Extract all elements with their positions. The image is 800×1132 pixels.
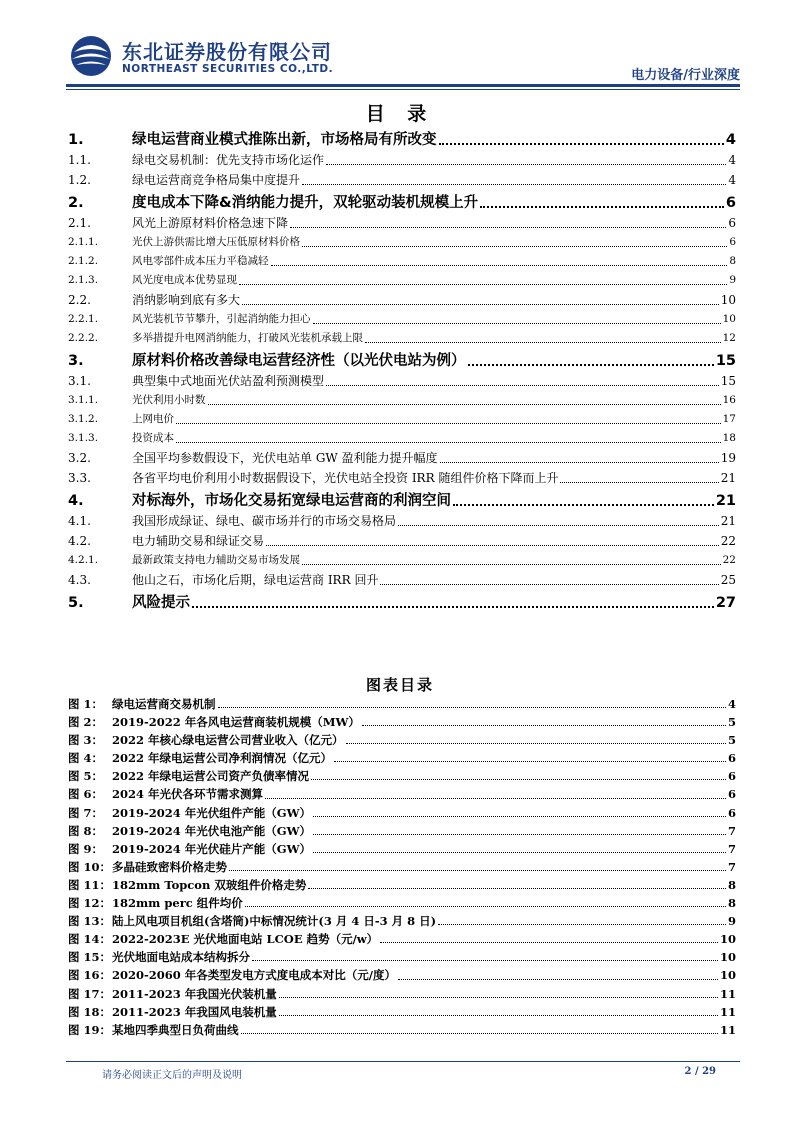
toc-leader-dots — [468, 363, 714, 366]
figure-text: 多晶硅致密料价格走势 — [112, 859, 227, 874]
figure-leader-dots — [313, 851, 726, 853]
figure-page-number: 10 — [719, 968, 736, 983]
figure-leader-dots — [398, 978, 718, 980]
toc-text: 我国形成绿证、绿电、碳市场并行的市场交易格局 — [132, 514, 397, 528]
toc-leader-dots — [302, 245, 727, 247]
toc-page-number: 16 — [722, 394, 736, 406]
figure-page-number: 8 — [727, 896, 736, 911]
toc-page-number: 4 — [728, 173, 736, 187]
figure-entry[interactable] — [68, 732, 736, 750]
toc-entry[interactable] — [68, 128, 736, 151]
toc-page-number: 15 — [715, 353, 736, 369]
toc-entry[interactable] — [68, 532, 736, 552]
figure-page-number: 6 — [727, 751, 736, 766]
figure-page-number: 11 — [719, 1022, 736, 1037]
toc-leader-dots — [480, 205, 724, 208]
figure-leader-dots — [313, 833, 726, 835]
toc-entry[interactable] — [68, 512, 736, 532]
company-logo-icon — [66, 34, 116, 78]
figure-number: 图 10： — [68, 859, 112, 874]
figure-leader-dots — [279, 996, 718, 998]
toc-entry[interactable] — [68, 552, 736, 571]
toc-page-number: 27 — [715, 595, 736, 611]
figure-number: 图 2： — [68, 715, 104, 730]
toc-text: 各省平均电价利用小时数据假设下，光伏电站全投资 IRR 随组件价格下降而上升 — [132, 471, 559, 485]
figure-entry[interactable] — [68, 986, 736, 1004]
toc-leader-dots — [365, 341, 721, 343]
figure-leader-dots — [362, 724, 726, 726]
toc-leader-dots — [326, 384, 719, 386]
toc-page-number: 6 — [725, 195, 736, 211]
toc-text: 电力辅助交易和绿证交易 — [132, 534, 265, 548]
figure-number: 图 7： — [68, 805, 104, 820]
figure-number: 图 1： — [68, 697, 104, 711]
toc-entry[interactable] — [68, 349, 736, 372]
figure-page-number: 9 — [727, 914, 736, 929]
toc-text: 风光度电成本优势显现 — [132, 274, 237, 286]
toc-page-number: 22 — [722, 554, 736, 566]
figure-entry[interactable] — [68, 1022, 736, 1040]
toc-entry[interactable] — [68, 171, 736, 191]
toc-leader-dots — [380, 583, 718, 585]
figure-text: 2020-2060 年各类型发电方式度电成本对比（元/度） — [112, 968, 396, 983]
figure-entry[interactable] — [68, 714, 736, 732]
toc-number: 3.1.3. — [68, 432, 99, 444]
toc-number: 2. — [68, 195, 84, 211]
figure-entry[interactable] — [68, 877, 736, 895]
figure-leader-dots — [380, 941, 718, 943]
toc-number: 4. — [68, 493, 84, 509]
figure-text: 2019-2024 年光伏组件产能（GW） — [112, 805, 312, 820]
figure-entry[interactable] — [68, 786, 736, 804]
figure-leader-dots — [308, 887, 726, 889]
figure-text: 光伏地面电站成本结构拆分 — [112, 950, 250, 965]
toc-page-number: 4 — [728, 153, 736, 167]
figure-entry[interactable] — [68, 750, 736, 768]
toc-page-number: 25 — [720, 573, 736, 587]
figure-number: 图 8： — [68, 823, 104, 838]
figure-number: 图 14： — [68, 932, 112, 947]
figure-entry[interactable] — [68, 913, 736, 931]
figure-entry[interactable] — [68, 805, 736, 823]
toc-text: 风光上游原材料价格急速下降 — [132, 216, 289, 230]
figure-page-number: 6 — [727, 805, 736, 820]
toc-entry[interactable] — [68, 214, 736, 234]
toc-leader-dots — [302, 183, 726, 185]
toc-entry[interactable] — [68, 392, 736, 411]
toc-page-number: 8 — [729, 255, 736, 267]
toc-page-number: 6 — [728, 216, 736, 230]
figure-text: 2019-2024 年光伏电池产能（GW） — [112, 823, 312, 838]
toc-text: 度电成本下降&消纳能力提升，双轮驱动装机规模上升 — [132, 195, 479, 211]
toc-number: 4.2.1. — [68, 554, 99, 566]
figure-number: 图 5： — [68, 769, 104, 784]
figure-page-number: 8 — [727, 877, 736, 892]
toc-entry[interactable] — [68, 430, 736, 449]
figure-number: 图 19： — [68, 1022, 112, 1037]
toc-entry[interactable] — [68, 489, 736, 512]
figure-page-number: 7 — [727, 823, 736, 838]
toc-page-number: 9 — [729, 274, 736, 286]
figure-page-number: 10 — [719, 932, 736, 947]
toc-number: 1. — [68, 132, 84, 148]
toc-text: 风险提示 — [132, 595, 190, 611]
figure-number: 图 16： — [68, 968, 112, 983]
company-name-cn: 东北证券股份有限公司 — [122, 40, 332, 64]
toc-number: 1.1. — [68, 153, 91, 167]
figure-page-number: 6 — [727, 769, 736, 784]
figure-leader-dots — [265, 797, 726, 799]
figure-page-number: 5 — [727, 715, 736, 730]
toc-leader-dots — [239, 283, 727, 285]
toc-number: 3.1.2. — [68, 413, 99, 425]
header-rule-thin — [66, 89, 740, 90]
figure-text: 2022 年核心绿电运营公司营业收入（亿元） — [112, 733, 344, 748]
footer-rule — [66, 1061, 740, 1062]
figure-leader-dots — [334, 760, 726, 762]
toc-number: 3.1. — [68, 374, 91, 388]
toc-leader-dots — [302, 563, 721, 565]
figure-list-title: 图表目录 — [365, 676, 434, 694]
figure-number: 图 4： — [68, 751, 104, 766]
toc-leader-dots — [176, 422, 721, 424]
figure-number: 图 9： — [68, 841, 104, 856]
figure-leader-dots — [346, 742, 726, 744]
figure-page-number: 5 — [727, 733, 736, 748]
toc-leader-dots — [290, 226, 726, 228]
toc-text: 原材料价格改善绿电运营经济性（以光伏电站为例） — [132, 353, 466, 369]
toc-leader-dots — [326, 163, 726, 165]
toc-text: 典型集中式地面光伏站盈利预测模型 — [132, 374, 325, 388]
toc-number: 3.2. — [68, 451, 91, 465]
figure-entry[interactable] — [68, 823, 736, 841]
toc-number: 3. — [68, 353, 84, 369]
toc-leader-dots — [242, 303, 719, 305]
toc-text: 全国平均参数假设下，光伏电站单 GW 盈利能力提升幅度 — [132, 451, 438, 465]
toc-leader-dots — [453, 503, 714, 506]
figure-text: 2022 年绿电运营公司净利润情况（亿元） — [112, 751, 333, 766]
figure-page-number: 6 — [727, 787, 736, 802]
figure-text: 2019-2024 年光伏硅片产能（GW） — [112, 841, 312, 856]
toc-entry[interactable] — [68, 372, 736, 392]
figure-leader-dots — [218, 706, 726, 708]
toc-page-number: 6 — [729, 236, 736, 248]
figure-entry[interactable] — [68, 841, 736, 859]
figure-text: 2022-2023E 光伏地面电站 LCOE 趋势（元/w） — [112, 932, 379, 947]
figure-number: 图 15： — [68, 950, 112, 965]
toc-number: 2.1.1. — [68, 236, 99, 248]
toc-entry[interactable] — [68, 311, 736, 330]
toc-text: 绿电运营商业模式推陈出新，市场格局有所改变 — [132, 132, 437, 148]
toc-page-number: 17 — [722, 413, 736, 425]
figure-entry[interactable] — [68, 931, 736, 949]
toc-number: 4.1. — [68, 514, 91, 528]
toc-entry[interactable] — [68, 571, 736, 591]
toc-leader-dots — [208, 403, 721, 405]
toc-entry[interactable] — [68, 191, 736, 214]
toc-page-number: 10 — [722, 313, 736, 325]
figure-entry[interactable] — [68, 949, 736, 967]
figure-text: 绿电运营商交易机制 — [112, 697, 216, 711]
figure-page-number: 10 — [719, 950, 736, 965]
toc-text: 上网电价 — [132, 413, 174, 425]
toc-leader-dots — [313, 322, 721, 324]
toc-text: 多举措提升电网消纳能力，打破风光装机承载上限 — [132, 332, 363, 344]
figure-leader-dots — [313, 815, 726, 817]
toc-text: 风电零部件成本压力平稳减轻 — [132, 255, 269, 267]
toc-number: 3.1.1. — [68, 394, 99, 406]
toc-number: 2.1.3. — [68, 274, 99, 286]
figure-number: 图 12： — [68, 896, 112, 911]
figure-page-number: 11 — [719, 986, 736, 1001]
figure-text: 某地四季典型日负荷曲线 — [112, 1022, 239, 1037]
toc-page-number: 21 — [715, 493, 736, 509]
figure-text: 陆上风电项目机组(含塔筒)中标情况统计(3 月 4 日-3 月 8 日) — [112, 914, 437, 929]
toc-title: 目 录 — [365, 103, 435, 125]
toc-entry[interactable] — [68, 449, 736, 469]
toc-leader-dots — [439, 142, 724, 145]
figure-page-number: 11 — [719, 1004, 736, 1019]
toc-page-number: 18 — [722, 432, 736, 444]
toc-page-number: 21 — [720, 471, 736, 485]
page-header — [66, 34, 740, 84]
footer-disclaimer: 请务必阅读正文后的声明及说明 — [102, 1070, 242, 1081]
toc-text: 光伏上游供需比增大压低原材料价格 — [132, 236, 300, 248]
figure-number: 图 13： — [68, 914, 112, 929]
figure-text: 2011-2023 年我国风电装机量 — [112, 1004, 277, 1019]
header-rule — [66, 84, 740, 87]
figure-leader-dots — [245, 905, 726, 907]
toc-number: 3.3. — [68, 471, 91, 485]
toc-entry[interactable] — [68, 272, 736, 291]
toc-page-number: 15 — [720, 374, 736, 388]
page-indicator: 2 / 29 — [684, 1066, 716, 1077]
toc-number: 4.3. — [68, 573, 91, 587]
figure-text: 2019-2022 年各风电运营商装机规模（MW） — [112, 715, 360, 730]
toc-page-number: 21 — [720, 514, 736, 528]
figure-number: 图 17： — [68, 986, 112, 1001]
report-type: 电力设备/行业深度 — [631, 68, 740, 83]
toc-number: 2.1.2. — [68, 255, 99, 267]
toc-number: 2.1. — [68, 216, 91, 230]
toc-leader-dots — [440, 461, 719, 463]
toc-text: 最新政策支持电力辅助交易市场发展 — [132, 554, 300, 566]
toc-entry[interactable] — [68, 591, 736, 614]
toc-text: 绿电运营商竞争格局集中度提升 — [132, 173, 301, 187]
toc-text: 光伏利用小时数 — [132, 394, 206, 406]
figure-entry[interactable] — [68, 1004, 736, 1022]
toc-page-number: 4 — [725, 132, 736, 148]
figure-entry[interactable] — [68, 768, 736, 786]
toc-entry[interactable] — [68, 411, 736, 430]
figure-entry[interactable] — [68, 859, 736, 877]
figure-text: 182mm Topcon 双玻组件价格走势 — [112, 877, 307, 892]
figure-text: 2024 年光伏各环节需求测算 — [112, 787, 264, 802]
toc-page-number: 10 — [720, 293, 736, 307]
table-of-contents — [68, 128, 736, 614]
toc-leader-dots — [176, 441, 721, 443]
toc-text: 投资成本 — [132, 432, 174, 444]
figure-leader-dots — [311, 778, 726, 780]
figure-page-number: 4 — [727, 697, 736, 711]
figure-entry[interactable] — [68, 696, 736, 714]
toc-entry[interactable] — [68, 291, 736, 311]
toc-entry[interactable] — [68, 330, 736, 349]
figure-entry[interactable] — [68, 895, 736, 913]
figure-text: 2011-2023 年我国光伏装机量 — [112, 986, 277, 1001]
figure-page-number: 7 — [727, 859, 736, 874]
toc-text: 他山之石，市场化后期，绿电运营商 IRR 回升 — [132, 573, 379, 587]
toc-leader-dots — [560, 481, 718, 483]
figure-text: 2022 年绿电运营公司资产负债率情况 — [112, 769, 310, 784]
toc-text: 风光装机节节攀升，引起消纳能力担心 — [132, 313, 311, 325]
toc-page-number: 22 — [720, 534, 736, 548]
toc-number: 1.2. — [68, 173, 91, 187]
figure-leader-dots — [438, 923, 726, 925]
figure-number: 图 6： — [68, 787, 104, 802]
figure-leader-dots — [279, 1014, 718, 1016]
figure-number: 图 3： — [68, 733, 104, 748]
toc-text: 绿电交易机制：优先支持市场化运作 — [132, 153, 325, 167]
figure-leader-dots — [229, 869, 726, 871]
figure-number: 图 18： — [68, 1004, 112, 1019]
toc-leader-dots — [398, 524, 719, 526]
toc-number: 2.2. — [68, 293, 91, 307]
figure-leader-dots — [241, 1032, 718, 1034]
toc-leader-dots — [271, 264, 728, 266]
toc-leader-dots — [266, 544, 719, 546]
toc-entry[interactable] — [68, 234, 736, 253]
toc-number: 4.2. — [68, 534, 91, 548]
toc-number: 2.2.1. — [68, 313, 99, 325]
figure-text: 182mm perc 组件均价 — [112, 896, 243, 911]
figure-leader-dots — [252, 959, 718, 961]
toc-text: 对标海外，市场化交易拓宽绿电运营商的利润空间 — [132, 493, 451, 509]
figure-page-number: 7 — [727, 841, 736, 856]
figure-list — [68, 696, 736, 1040]
company-name-en: NORTHEAST SECURITIES CO.,LTD. — [122, 63, 334, 75]
toc-number: 2.2.2. — [68, 332, 99, 344]
toc-text: 消纳影响到底有多大 — [132, 293, 241, 307]
toc-entry[interactable] — [68, 253, 736, 272]
toc-entry[interactable] — [68, 151, 736, 171]
toc-number: 5. — [68, 595, 84, 611]
figure-entry[interactable] — [68, 967, 736, 985]
toc-entry[interactable] — [68, 469, 736, 489]
figure-number: 图 11： — [68, 877, 112, 892]
toc-leader-dots — [192, 605, 714, 608]
toc-page-number: 12 — [722, 332, 736, 344]
toc-page-number: 19 — [720, 451, 736, 465]
